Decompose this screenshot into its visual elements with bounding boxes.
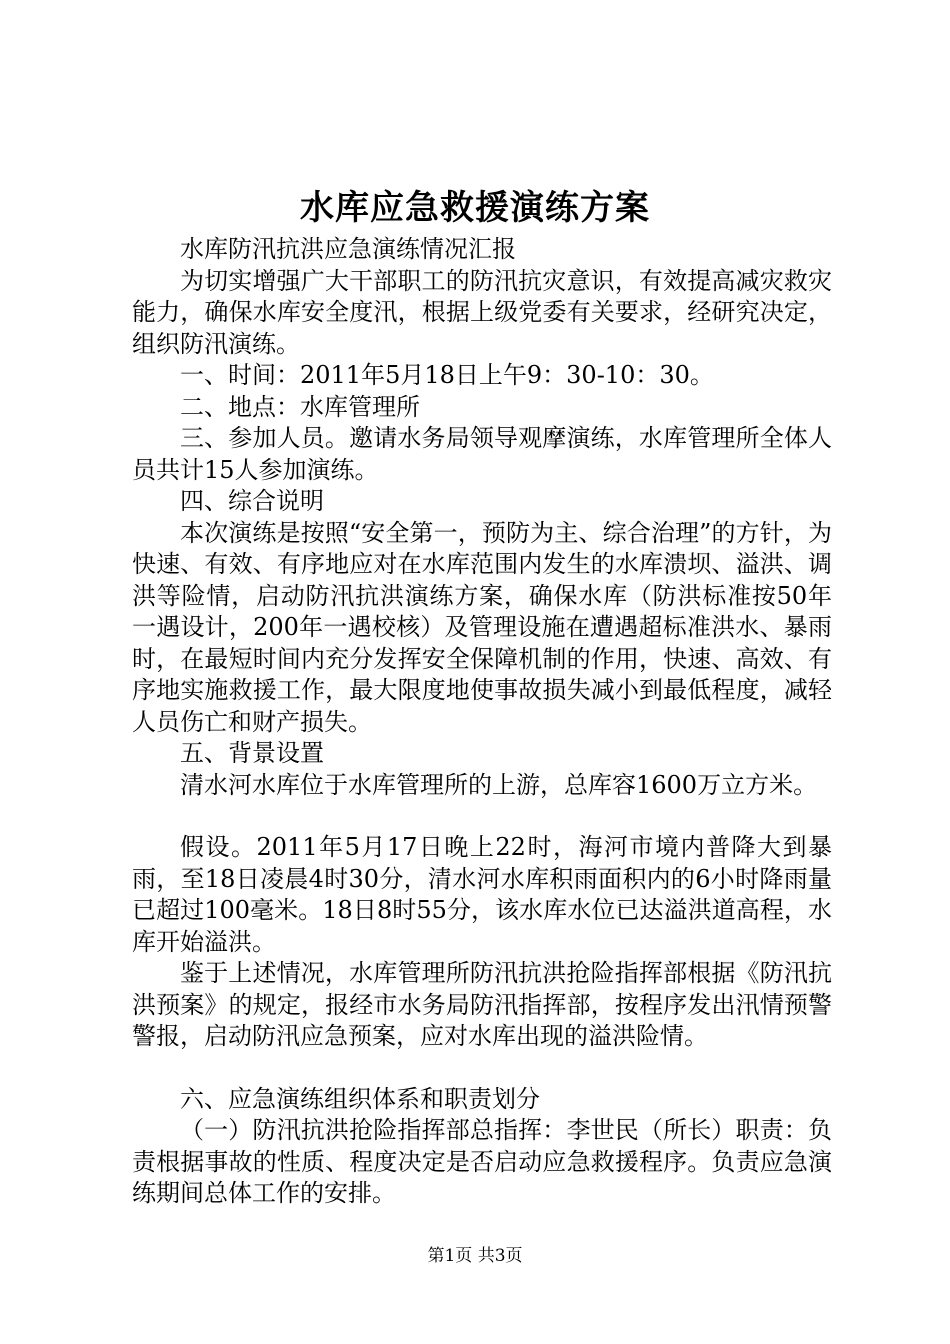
paragraph-purpose: 为切实增强广大干部职工的防汛抗灾意识，有效提高减灾救灾能力，确保水库安全度汛，根据上级党委有关要求，经研究决定，组织防汛演练。 xyxy=(132,266,832,358)
paragraph-organization-heading: 六、应急演练组织体系和职责划分 xyxy=(180,1084,540,1113)
paragraph-participants: 三、参加人员。邀请水务局领导观摩演练，水库管理所全体人员共计15人参加演练。 xyxy=(132,424,832,484)
paragraph-commander-duties: （一）防汛抗洪抢险指挥部总指挥：李世民（所长）职责：负责根据事故的性质、程度决定是否启动应急救援程序。负责应急演练期间总体工作的安排。 xyxy=(132,1116,832,1207)
paragraph-location: 二、地点：水库管理所 xyxy=(180,392,420,421)
document-body xyxy=(132,234,832,1210)
page-footer: 第1页 共3页 xyxy=(427,1246,523,1266)
document-title: 水库应急救援演练方案 xyxy=(300,188,650,228)
paragraph-reservoir-info: 清水河水库位于水库管理所的上游，总库容1600万立方米。 xyxy=(180,770,818,799)
paragraph-background-heading: 五、背景设置 xyxy=(180,739,324,767)
paragraph-general-description: 本次演练是按照“安全第一，预防为主、综合治理”的方针，为快速、有效、有序地应对在水库范围内发生的水库溃坝、溢洪、调洪等险情，启动防汛抗洪演练方案，确保水库（防洪标准按50年一遇设计，200年一遇校核）及管理设施在遭遇超标准洪水、暴雨时，在最短时间内充分发挥安全保障机制的作用，快速、高效、有序地实施救援工作，最大限度地使事故损失减小到最低程度，减轻人员伤亡和财产损失。 xyxy=(132,518,832,736)
paragraph-scenario: 假设。2011年5月17日晚上22时，海河市境内普降大到暴雨，至18日凌晨4时30分，清水河水库积雨面积内的6小时降雨量已超过100毫米。18日8时55分，该水库水位已达溢洪道高程，水库开始溢洪。 xyxy=(132,833,832,956)
paragraph-time: 一、时间：2011年5月18日上午9：30-10：30。 xyxy=(180,361,714,389)
paragraph-general-heading: 四、综合说明 xyxy=(180,487,324,515)
paragraph-response: 鉴于上述情况，水库管理所防汛抗洪抢险指挥部根据《防汛抗洪预案》的规定，报经市水务局防汛指挥部，按程序发出汛情预警警报，启动防汛应急预案，应对水库出现的溢洪险情。 xyxy=(132,959,832,1050)
paragraph-report-heading: 水库防汛抗洪应急演练情况汇报 xyxy=(180,235,516,263)
